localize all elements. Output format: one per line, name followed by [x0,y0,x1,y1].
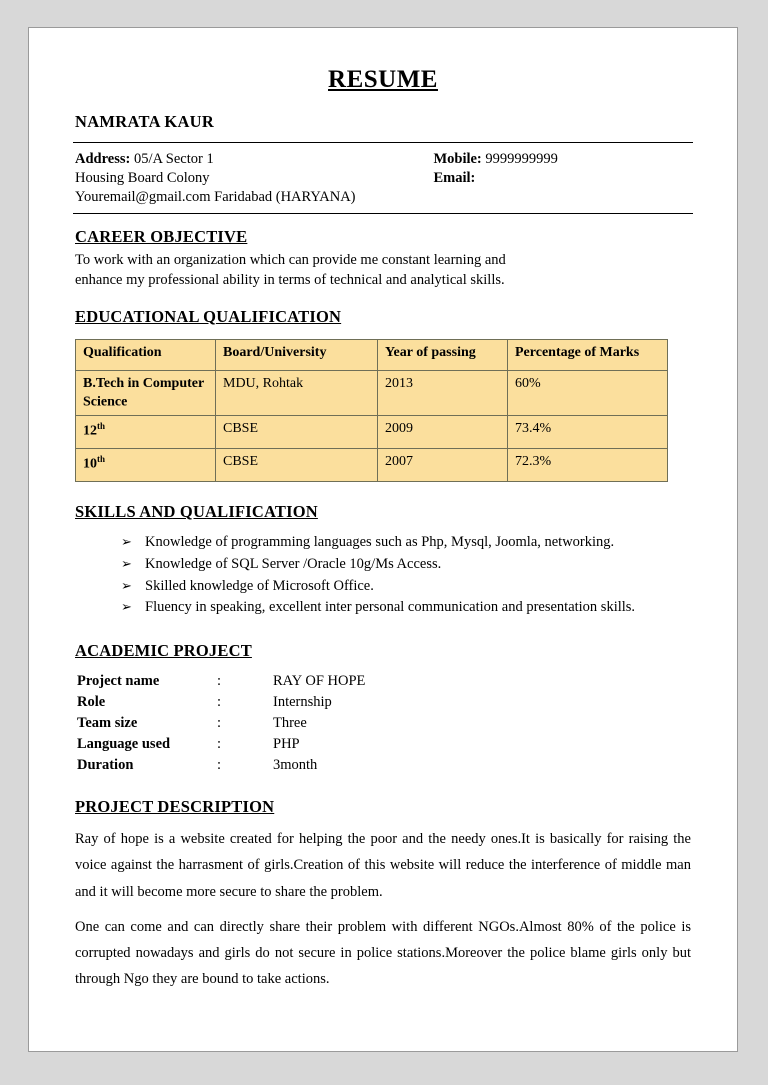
email-label: Email: [433,170,476,187]
column-header-board: Board/University [216,339,378,370]
list-item [73,576,693,598]
cell-qualification [76,449,216,482]
column-header-percentage: Percentage of Marks [508,339,668,370]
project-field-value: 3month [273,756,318,773]
list-item-label: Fluency in speaking, excellent inter personal communication and presentation skills. [145,599,636,616]
cell-board: MDU, Rohtak [216,370,378,416]
cell-board: CBSE [216,449,378,482]
cell-qualification [76,416,216,449]
cell-board: CBSE [216,416,378,449]
table-row [76,370,668,416]
table-row [77,713,365,734]
section-heading-project-description: PROJECT DESCRIPTION [75,797,275,817]
contact-block [73,143,693,213]
section-heading-skills: SKILLS AND QUALIFICATION [75,502,318,522]
project-description-paragraph-2: One can come and can directly share their problem with different NGOs.Almost 80% of the police is corrupted nowadays and girls do not secure in police stations.Moreover the police blame girls only but through Ngo they are bound to take actions. [75,918,691,987]
project-field-separator: : [217,694,222,710]
column-header-year: Year of passing [378,339,508,370]
project-field-label: Role [77,694,106,710]
cell-percentage: 73.4% [508,416,668,449]
cell-qualification-text: 10 [83,456,97,472]
table-row [77,671,365,692]
list-item-label: Skilled knowledge of Microsoft Office. [145,577,374,594]
project-field-separator: : [217,735,222,752]
cell-percentage: 60% [508,370,668,416]
mobile-label: Mobile: [433,151,482,167]
career-objective-line-1: To work with an organization which can provide me constant learning and [75,252,506,269]
email-line [433,169,693,188]
list-item-label: Knowledge of SQL Server /Oracle 10g/Ms Access. [145,555,442,572]
address-value-1: 05/A Sector 1 [133,151,214,167]
resume-content [29,28,737,992]
list-item [73,597,693,619]
project-field-separator: : [217,673,222,690]
academic-project-table [77,671,365,775]
education-table [75,339,668,483]
career-objective-line-2: enhance my professional ability in terms of technical and analytical skills. [75,271,505,288]
cell-qualification-text: 12 [83,423,97,439]
project-description-paragraph-1: Ray of hope is a website created for helping the poor and the needy ones.It is basically for raising the voice against the harrasment of girls.Creation of this website will reduce the interference of middle man and it will become more secure to share the problem. [75,831,691,900]
resume-page [28,27,738,1052]
address-label: Address: [75,151,131,167]
table-row [76,449,668,482]
cell-year: 2009 [378,416,508,449]
table-header-row [76,339,668,370]
cell-qualification-text: B.Tech in Computer Science [83,375,204,410]
cell-year: 2007 [378,449,508,482]
skills-list [73,532,693,619]
project-field-label: Duration [77,756,134,773]
project-field-label: Language used [77,735,171,752]
address-line-1 [75,150,433,169]
arrow-bullet-icon: ➢ [121,534,132,550]
mobile-line [433,150,693,169]
project-field-value: RAY OF HOPE [273,673,366,690]
list-item [73,532,693,554]
cell-percentage: 72.3% [508,449,668,482]
project-field-value: Internship [273,694,332,710]
contact-phone-email [433,150,693,207]
project-field-separator: : [217,714,222,731]
address-line-2: Housing Board Colony [75,170,210,187]
candidate-name: NAMRATA KAUR [75,112,215,131]
table-row [77,734,365,755]
divider-bottom [73,213,693,214]
arrow-bullet-icon: ➢ [121,577,132,593]
project-field-value: PHP [273,735,300,752]
project-field-separator: : [217,756,222,773]
cell-qualification-sup: th [97,454,106,465]
cell-year: 2013 [378,370,508,416]
cell-qualification-sup: th [97,421,106,432]
column-header-qualification: Qualification [76,339,216,370]
table-row [77,692,365,713]
section-heading-career-objective: CAREER OBJECTIVE [75,227,248,247]
project-field-value: Three [273,714,307,731]
table-row [76,416,668,449]
project-field-label: Team size [77,714,138,731]
page-title: RESUME [328,66,438,93]
section-heading-education: EDUCATIONAL QUALIFICATION [75,306,342,326]
contact-address [73,150,433,207]
address-line-3: Youremail@gmail.com Faridabad (HARYANA) [75,189,356,206]
list-item-label: Knowledge of programming languages such as Php, Mysql, Joomla, networking. [145,534,615,551]
project-field-label: Project name [77,673,160,690]
arrow-bullet-icon: ➢ [121,555,132,571]
cell-qualification [76,370,216,416]
mobile-value: 9999999999 [485,151,558,167]
list-item [73,554,693,576]
section-heading-academic-project: ACADEMIC PROJECT [75,641,252,661]
arrow-bullet-icon: ➢ [121,599,132,615]
table-row [77,755,365,776]
